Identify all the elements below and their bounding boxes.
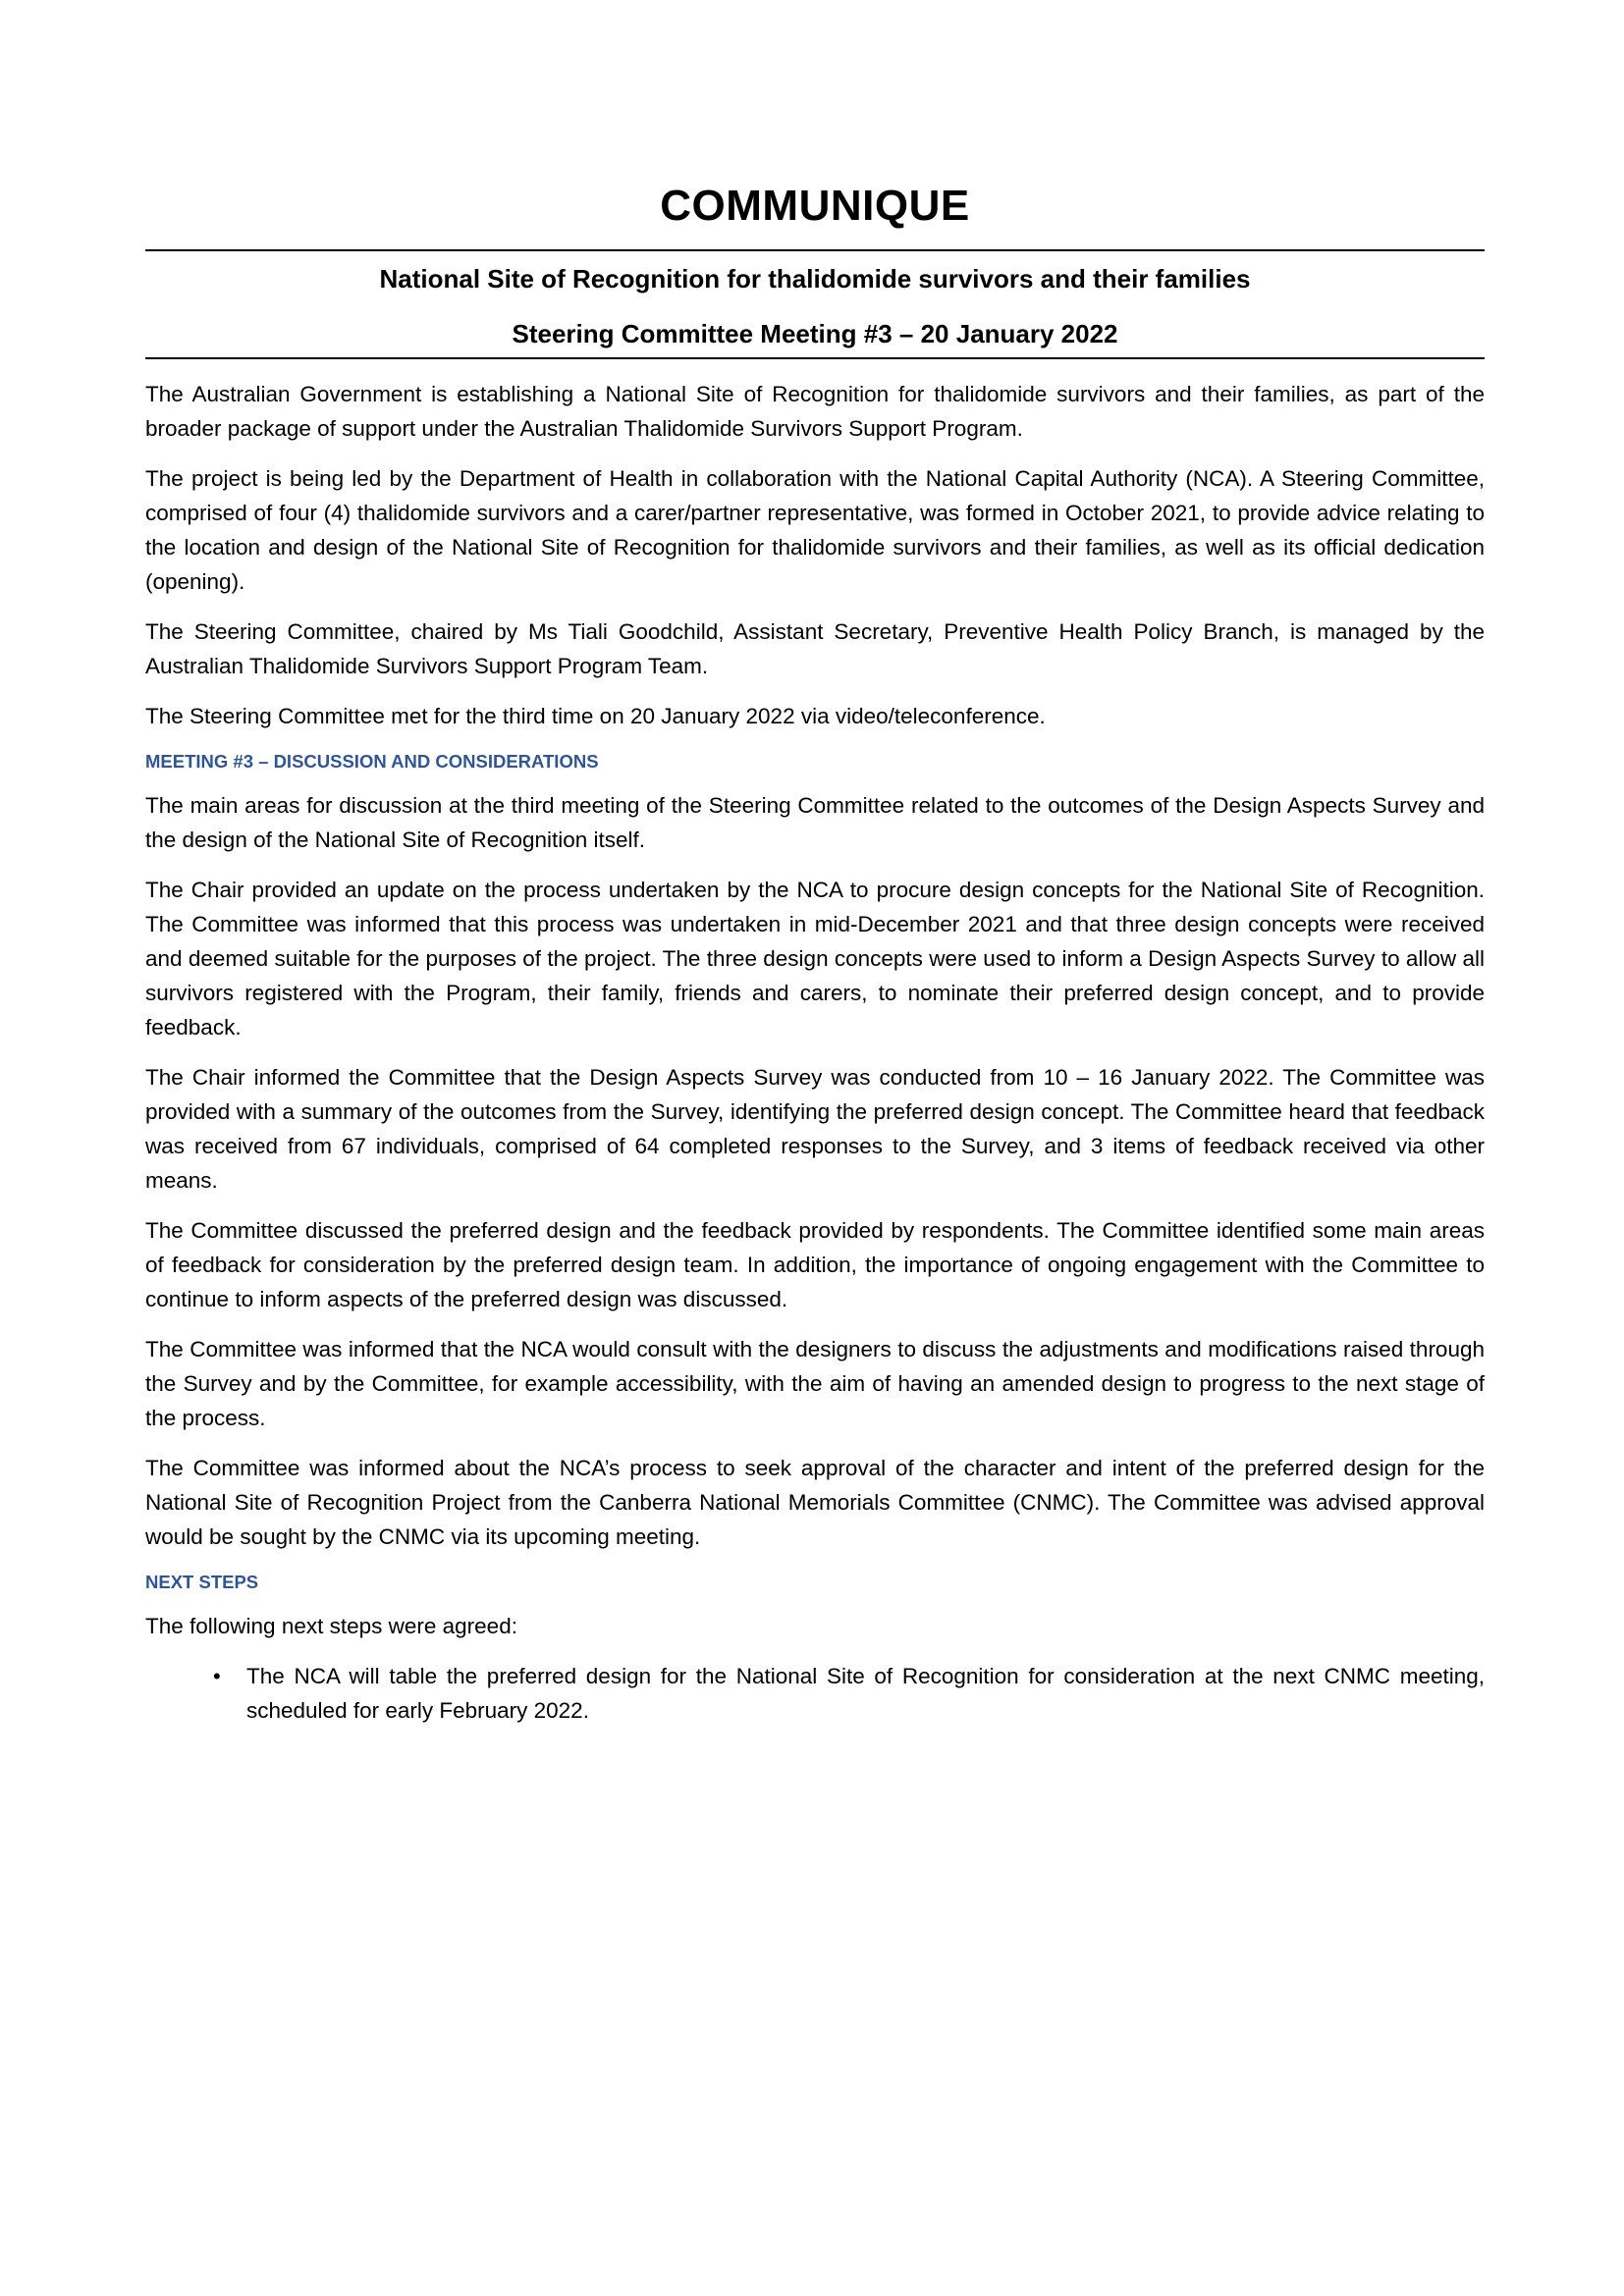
document-body bbox=[145, 377, 1485, 1728]
document-page bbox=[145, 0, 1485, 1728]
list-item bbox=[145, 1659, 1485, 1728]
header-divider bbox=[145, 357, 1485, 359]
document-subtitle: National Site of Recognition for thalidomide survivors and their families bbox=[379, 264, 1251, 294]
next-steps-heading: NEXT STEPS bbox=[145, 1572, 259, 1592]
bullet-icon: • bbox=[213, 1664, 221, 1688]
next-steps-list bbox=[145, 1659, 1485, 1728]
discussion-heading: MEETING #3 – DISCUSSION AND CONSIDERATIONS bbox=[145, 751, 599, 772]
intro-paragraph: The Steering Committee, chaired by Ms Tiali Goodchild, Assistant Secretary, Preventive Health Policy Branch, is managed by the Australian Thalidomide Survivors Support Program Team. bbox=[145, 619, 1485, 678]
intro-paragraph: The Australian Government is establishing a National Site of Recognition for thalidomide survivors and their families, as part of the broader package of support under the Australian Thalidomide Survivors Support Program. bbox=[145, 382, 1485, 441]
discussion-paragraph: The Committee discussed the preferred design and the feedback provided by respondents. The Committee identified some main areas of feedback for consideration by the preferred design team. In addition, the importance of ongoing engagement with the Committee to continue to inform aspects of the preferred design was discussed. bbox=[145, 1218, 1485, 1311]
page-title: COMMUNIQUE bbox=[660, 182, 970, 230]
discussion-paragraph: The Chair provided an update on the process undertaken by the NCA to procure design concepts for the National Site of Recognition. The Committee was informed that this process was undertaken in mid-December 2021 and that three design concepts were received and deemed suitable for the purposes of the project. The three design concepts were used to inform a Design Aspects Survey to allow all survivors registered with the Program, their family, friends and carers, to nominate their preferred design concept, and to provide feedback. bbox=[145, 878, 1485, 1040]
list-item-text: The NCA will table the preferred design for the National Site of Recognition for consideration at the next CNMC meeting, scheduled for early February 2022. bbox=[246, 1664, 1485, 1723]
discussion-paragraph: The Chair informed the Committee that the Design Aspects Survey was conducted from 10 – 16 January 2022. The Committee was provided with a summary of the outcomes from the Survey, identifying the preferred design concept. The Committee heard that feedback was received from 67 individuals, comprised of 64 completed responses to the Survey, and 3 items of feedback received via other means. bbox=[145, 1065, 1485, 1193]
discussion-paragraph: The Committee was informed that the NCA would consult with the designers to discuss the adjustments and modifications raised through the Survey and by the Committee, for example accessibility, with the aim of having an amended design to progress to the next stage of the process. bbox=[145, 1337, 1485, 1430]
next-steps-intro: The following next steps were agreed: bbox=[145, 1614, 517, 1638]
intro-paragraph: The project is being led by the Department of Health in collaboration with the National Capital Authority (NCA). A Steering Committee, comprised of four (4) thalidomide survivors and a carer/partner representative, was formed in October 2021, to provide advice relating to the location and design of the National Site of Recognition for thalidomide survivors and their families, as well as its official dedication (opening). bbox=[145, 466, 1485, 594]
discussion-paragraph: The main areas for discussion at the third meeting of the Steering Committee related to the outcomes of the Design Aspects Survey and the design of the National Site of Recognition itself. bbox=[145, 793, 1485, 852]
meeting-title: Steering Committee Meeting #3 – 20 January 2022 bbox=[512, 319, 1118, 348]
intro-paragraph: The Steering Committee met for the third time on 20 January 2022 via video/teleconference. bbox=[145, 704, 1046, 728]
title-divider bbox=[145, 249, 1485, 251]
discussion-paragraph: The Committee was informed about the NCA’s process to seek approval of the character and intent of the preferred design for the National Site of Recognition Project from the Canberra National Memorials Committee (CNMC). The Committee was advised approval would be sought by the CNMC via its upcoming meeting. bbox=[145, 1456, 1485, 1549]
